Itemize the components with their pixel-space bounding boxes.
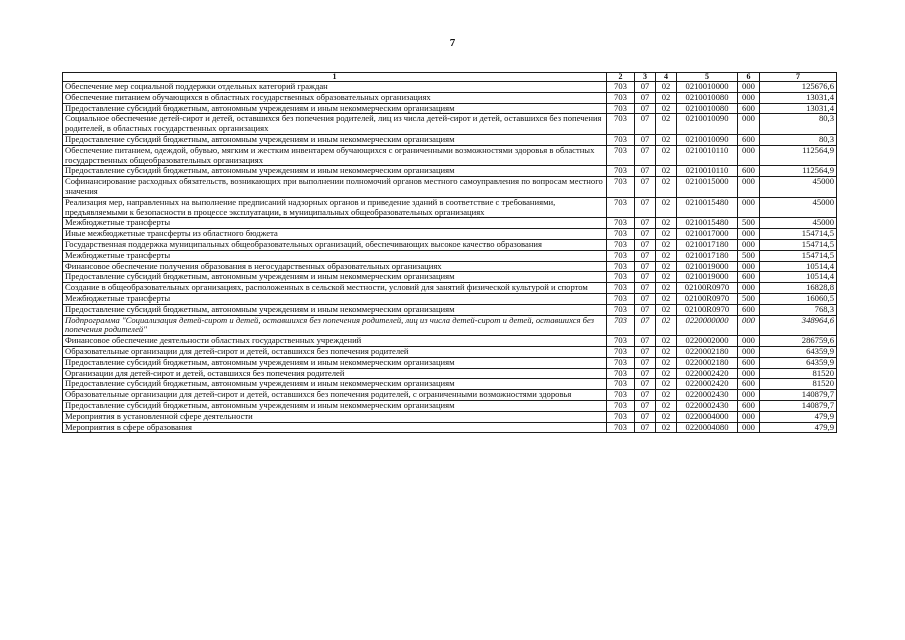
row-amount-cell: 81520: [760, 368, 837, 379]
row-section-cell: 07: [635, 272, 656, 283]
row-section-cell: 07: [635, 368, 656, 379]
header-cell: 6: [738, 73, 760, 82]
row-name-cell: Мероприятия в сфере образования: [63, 422, 607, 433]
row-subsection-cell: 02: [656, 293, 677, 304]
row-section-cell: 07: [635, 304, 656, 315]
budget-table: [62, 72, 837, 433]
row-section-cell: 07: [635, 197, 656, 218]
row-name-cell: Финансовое обеспечение деятельности областных государственных учреждений: [63, 336, 607, 347]
row-subsection-cell: 02: [656, 400, 677, 411]
header-cell: 1: [63, 73, 607, 82]
row-name-cell: Предоставление субсидий бюджетным, автономным учреждениям и иным некоммерческим организациям: [63, 304, 607, 315]
row-code-cell: 703: [607, 368, 635, 379]
row-amount-cell: 45000: [760, 197, 837, 218]
row-section-cell: 07: [635, 145, 656, 166]
row-target-article-cell: 0210010080: [677, 103, 738, 114]
row-expense-type-cell: 500: [738, 250, 760, 261]
row-target-article-cell: 0210019000: [677, 272, 738, 283]
row-expense-type-cell: 600: [738, 166, 760, 177]
row-target-article-cell: 0220002420: [677, 368, 738, 379]
table-row: [63, 145, 837, 166]
row-amount-cell: 45000: [760, 218, 837, 229]
row-amount-cell: 154714,5: [760, 239, 837, 250]
table-body: [63, 82, 837, 433]
row-subsection-cell: 02: [656, 261, 677, 272]
row-name-cell: Предоставление субсидий бюджетным, автономным учреждениям и иным некоммерческим организациям: [63, 379, 607, 390]
row-code-cell: 703: [607, 400, 635, 411]
row-expense-type-cell: 000: [738, 145, 760, 166]
row-code-cell: 703: [607, 304, 635, 315]
row-amount-cell: 64359,9: [760, 346, 837, 357]
table-row: [63, 134, 837, 145]
row-amount-cell: 140879,7: [760, 400, 837, 411]
row-expense-type-cell: 000: [738, 315, 760, 336]
table-row: [63, 390, 837, 401]
row-section-cell: 07: [635, 293, 656, 304]
row-subsection-cell: 02: [656, 197, 677, 218]
row-subsection-cell: 02: [656, 315, 677, 336]
row-target-article-cell: 0210017180: [677, 239, 738, 250]
row-target-article-cell: 0210010110: [677, 145, 738, 166]
row-name-cell: Софинансирование расходных обязательств, возникающих при выполнении полномочий органов местного самоуправления по вопросам местного значения: [63, 177, 607, 198]
row-subsection-cell: 02: [656, 166, 677, 177]
row-amount-cell: 81520: [760, 379, 837, 390]
table-row: [63, 357, 837, 368]
table-row: [63, 177, 837, 198]
row-section-cell: 07: [635, 346, 656, 357]
row-code-cell: 703: [607, 239, 635, 250]
row-expense-type-cell: 000: [738, 261, 760, 272]
row-expense-type-cell: 000: [738, 283, 760, 294]
row-subsection-cell: 02: [656, 103, 677, 114]
row-expense-type-cell: 000: [738, 92, 760, 103]
header-cell: 7: [760, 73, 837, 82]
row-section-cell: 07: [635, 134, 656, 145]
row-amount-cell: 80,3: [760, 134, 837, 145]
row-subsection-cell: 02: [656, 134, 677, 145]
row-expense-type-cell: 000: [738, 336, 760, 347]
row-subsection-cell: 02: [656, 82, 677, 93]
row-target-article-cell: 0220002430: [677, 400, 738, 411]
row-name-cell: Предоставление субсидий бюджетным, автономным учреждениям и иным некоммерческим организациям: [63, 272, 607, 283]
row-section-cell: 07: [635, 82, 656, 93]
row-target-article-cell: 0220004080: [677, 422, 738, 433]
row-subsection-cell: 02: [656, 422, 677, 433]
row-code-cell: 703: [607, 134, 635, 145]
row-amount-cell: 45000: [760, 177, 837, 198]
row-amount-cell: 154714,5: [760, 250, 837, 261]
row-name-cell: Реализация мер, направленных на выполнение предписаний надзорных органов и приведение зданий в соответствие с требованиями, предъявляемыми к безопасности в процессе эксплуатации, в муниципальных общеобразовательных организациях: [63, 197, 607, 218]
row-section-cell: 07: [635, 114, 656, 135]
row-name-cell: Иные межбюджетные трансферты из областного бюджета: [63, 229, 607, 240]
row-target-article-cell: 0210015480: [677, 197, 738, 218]
row-section-cell: 07: [635, 357, 656, 368]
row-section-cell: 07: [635, 239, 656, 250]
row-code-cell: 703: [607, 357, 635, 368]
row-name-cell: Предоставление субсидий бюджетным, автономным учреждениям и иным некоммерческим организациям: [63, 400, 607, 411]
row-code-cell: 703: [607, 250, 635, 261]
row-amount-cell: 479,9: [760, 422, 837, 433]
row-subsection-cell: 02: [656, 92, 677, 103]
row-name-cell: Предоставление субсидий бюджетным, автономным учреждениям и иным некоммерческим организациям: [63, 357, 607, 368]
row-subsection-cell: 02: [656, 177, 677, 198]
table-row: [63, 114, 837, 135]
table-row: [63, 82, 837, 93]
row-name-cell: Образовательные организации для детей-сирот и детей, оставшихся без попечения родителей: [63, 346, 607, 357]
row-subsection-cell: 02: [656, 368, 677, 379]
row-subsection-cell: 02: [656, 411, 677, 422]
row-code-cell: 703: [607, 336, 635, 347]
row-code-cell: 703: [607, 229, 635, 240]
header-cell: 5: [677, 73, 738, 82]
table-row: [63, 166, 837, 177]
row-expense-type-cell: 600: [738, 357, 760, 368]
row-amount-cell: 140879,7: [760, 390, 837, 401]
row-target-article-cell: 0220004000: [677, 411, 738, 422]
table-row: [63, 272, 837, 283]
row-expense-type-cell: 000: [738, 229, 760, 240]
table-row: [63, 400, 837, 411]
table-row: [63, 315, 837, 336]
table-row: [63, 283, 837, 294]
row-section-cell: 07: [635, 177, 656, 198]
row-target-article-cell: 0210015000: [677, 177, 738, 198]
row-code-cell: 703: [607, 315, 635, 336]
row-section-cell: 07: [635, 92, 656, 103]
row-name-cell: Финансовое обеспечение получения образования в негосударственных образовательных организациях: [63, 261, 607, 272]
table-row: [63, 304, 837, 315]
row-amount-cell: 112564,9: [760, 166, 837, 177]
row-expense-type-cell: 000: [738, 411, 760, 422]
row-name-cell: Обеспечение питанием, одеждой, обувью, мягким и жестким инвентарем обучающихся с ограниченными возможностями здоровья в областных государственных общеобразовательных организациях: [63, 145, 607, 166]
table-row: [63, 293, 837, 304]
row-expense-type-cell: 600: [738, 272, 760, 283]
row-code-cell: 703: [607, 145, 635, 166]
row-expense-type-cell: 000: [738, 422, 760, 433]
row-name-cell: Подпрограмма "Социализация детей-сирот и детей, оставшихся без попечения родителей, лиц из числа детей-сирот и детей, оставшихся без попечения родителей": [63, 315, 607, 336]
row-expense-type-cell: 000: [738, 177, 760, 198]
row-section-cell: 07: [635, 390, 656, 401]
table-row: [63, 239, 837, 250]
row-code-cell: 703: [607, 293, 635, 304]
row-target-article-cell: 02100R0970: [677, 283, 738, 294]
row-amount-cell: 13031,4: [760, 103, 837, 114]
row-code-cell: 703: [607, 283, 635, 294]
row-name-cell: Межбюджетные трансферты: [63, 250, 607, 261]
row-expense-type-cell: 600: [738, 304, 760, 315]
row-subsection-cell: 02: [656, 304, 677, 315]
row-amount-cell: 16828,8: [760, 283, 837, 294]
row-name-cell: Межбюджетные трансферты: [63, 218, 607, 229]
row-subsection-cell: 02: [656, 218, 677, 229]
row-target-article-cell: 0220002420: [677, 379, 738, 390]
row-section-cell: 07: [635, 229, 656, 240]
row-code-cell: 703: [607, 92, 635, 103]
row-code-cell: 703: [607, 103, 635, 114]
row-target-article-cell: 0210019000: [677, 261, 738, 272]
row-subsection-cell: 02: [656, 336, 677, 347]
table-row: [63, 197, 837, 218]
row-name-cell: Организации для детей-сирот и детей, оставшихся без попечения родителей: [63, 368, 607, 379]
row-target-article-cell: 0220002180: [677, 346, 738, 357]
row-code-cell: 703: [607, 390, 635, 401]
row-expense-type-cell: 000: [738, 239, 760, 250]
row-target-article-cell: 0210017000: [677, 229, 738, 240]
row-subsection-cell: 02: [656, 145, 677, 166]
row-subsection-cell: 02: [656, 239, 677, 250]
row-amount-cell: 16060,5: [760, 293, 837, 304]
row-target-article-cell: 0210015480: [677, 218, 738, 229]
table-row: [63, 346, 837, 357]
row-target-article-cell: 02100R0970: [677, 304, 738, 315]
row-section-cell: 07: [635, 379, 656, 390]
row-name-cell: Предоставление субсидий бюджетным, автономным учреждениям и иным некоммерческим организациям: [63, 134, 607, 145]
row-expense-type-cell: 000: [738, 197, 760, 218]
row-section-cell: 07: [635, 250, 656, 261]
row-expense-type-cell: 600: [738, 134, 760, 145]
row-section-cell: 07: [635, 103, 656, 114]
row-target-article-cell: 0210010080: [677, 92, 738, 103]
row-subsection-cell: 02: [656, 283, 677, 294]
row-name-cell: Обеспечение мер социальной поддержки отдельных категорий граждан: [63, 82, 607, 93]
row-amount-cell: 479,9: [760, 411, 837, 422]
row-code-cell: 703: [607, 379, 635, 390]
row-name-cell: Создание в общеобразовательных организациях, расположенных в сельской местности, условий для занятий физической культурой и спортом: [63, 283, 607, 294]
row-code-cell: 703: [607, 166, 635, 177]
row-expense-type-cell: 600: [738, 379, 760, 390]
row-name-cell: Межбюджетные трансферты: [63, 293, 607, 304]
row-name-cell: Предоставление субсидий бюджетным, автономным учреждениям и иным некоммерческим организациям: [63, 103, 607, 114]
row-subsection-cell: 02: [656, 114, 677, 135]
row-code-cell: 703: [607, 197, 635, 218]
row-code-cell: 703: [607, 346, 635, 357]
row-target-article-cell: 0220000000: [677, 315, 738, 336]
row-section-cell: 07: [635, 411, 656, 422]
row-section-cell: 07: [635, 336, 656, 347]
row-name-cell: Обеспечение питанием обучающихся в областных государственных образовательных организациях: [63, 92, 607, 103]
row-amount-cell: 80,3: [760, 114, 837, 135]
row-code-cell: 703: [607, 411, 635, 422]
header-cell: 3: [635, 73, 656, 82]
row-amount-cell: 13031,4: [760, 92, 837, 103]
row-expense-type-cell: 500: [738, 218, 760, 229]
table-header-row: [63, 73, 837, 82]
table-row: [63, 368, 837, 379]
row-subsection-cell: 02: [656, 346, 677, 357]
row-subsection-cell: 02: [656, 250, 677, 261]
row-target-article-cell: 0210010090: [677, 114, 738, 135]
row-amount-cell: 10514,4: [760, 261, 837, 272]
table-row: [63, 250, 837, 261]
row-subsection-cell: 02: [656, 390, 677, 401]
row-section-cell: 07: [635, 218, 656, 229]
row-target-article-cell: 0220002000: [677, 336, 738, 347]
table-row: [63, 411, 837, 422]
row-section-cell: 07: [635, 261, 656, 272]
row-target-article-cell: 0220002180: [677, 357, 738, 368]
row-expense-type-cell: 000: [738, 114, 760, 135]
row-name-cell: Государственная поддержка муниципальных общеобразовательных организаций, обеспечивающих высокое качество образования: [63, 239, 607, 250]
row-code-cell: 703: [607, 422, 635, 433]
row-amount-cell: 112564,9: [760, 145, 837, 166]
row-subsection-cell: 02: [656, 229, 677, 240]
row-amount-cell: 348964,6: [760, 315, 837, 336]
header-cell: 2: [607, 73, 635, 82]
row-name-cell: Образовательные организации для детей-сирот и детей, оставшихся без попечения родителей, с ограниченными возможностями здоровья: [63, 390, 607, 401]
table-row: [63, 218, 837, 229]
row-section-cell: 07: [635, 315, 656, 336]
row-amount-cell: 286759,6: [760, 336, 837, 347]
row-amount-cell: 10514,4: [760, 272, 837, 283]
row-target-article-cell: 0210010110: [677, 166, 738, 177]
table-row: [63, 103, 837, 114]
table-row: [63, 336, 837, 347]
row-expense-type-cell: 600: [738, 400, 760, 411]
row-section-cell: 07: [635, 422, 656, 433]
row-subsection-cell: 02: [656, 379, 677, 390]
table-row: [63, 261, 837, 272]
row-target-article-cell: 02100R0970: [677, 293, 738, 304]
row-target-article-cell: 0210010090: [677, 134, 738, 145]
row-subsection-cell: 02: [656, 272, 677, 283]
row-code-cell: 703: [607, 261, 635, 272]
row-code-cell: 703: [607, 272, 635, 283]
row-name-cell: Мероприятия в установленной сфере деятельности: [63, 411, 607, 422]
row-code-cell: 703: [607, 177, 635, 198]
row-expense-type-cell: 000: [738, 82, 760, 93]
table-row: [63, 422, 837, 433]
row-section-cell: 07: [635, 283, 656, 294]
header-cell: 4: [656, 73, 677, 82]
row-expense-type-cell: 500: [738, 293, 760, 304]
row-code-cell: 703: [607, 218, 635, 229]
row-section-cell: 07: [635, 166, 656, 177]
row-code-cell: 703: [607, 82, 635, 93]
table-row: [63, 92, 837, 103]
row-amount-cell: 64359,9: [760, 357, 837, 368]
row-expense-type-cell: 000: [738, 368, 760, 379]
row-amount-cell: 125676,6: [760, 82, 837, 93]
page-number: 7: [449, 37, 456, 49]
table-row: [63, 229, 837, 240]
row-section-cell: 07: [635, 400, 656, 411]
row-expense-type-cell: 000: [738, 390, 760, 401]
row-name-cell: Социальное обеспечение детей-сирот и детей, оставшихся без попечения родителей, лиц из числа детей-сирот и детей, оставшихся без попечения родителей, в областных государственных организациях: [63, 114, 607, 135]
row-amount-cell: 154714,5: [760, 229, 837, 240]
row-name-cell: Предоставление субсидий бюджетным, автономным учреждениям и иным некоммерческим организациям: [63, 166, 607, 177]
row-code-cell: 703: [607, 114, 635, 135]
table-row: [63, 379, 837, 390]
row-target-article-cell: 0220002430: [677, 390, 738, 401]
row-expense-type-cell: 600: [738, 103, 760, 114]
row-subsection-cell: 02: [656, 357, 677, 368]
row-target-article-cell: 0210010000: [677, 82, 738, 93]
row-target-article-cell: 0210017180: [677, 250, 738, 261]
row-amount-cell: 768,3: [760, 304, 837, 315]
row-expense-type-cell: 000: [738, 346, 760, 357]
